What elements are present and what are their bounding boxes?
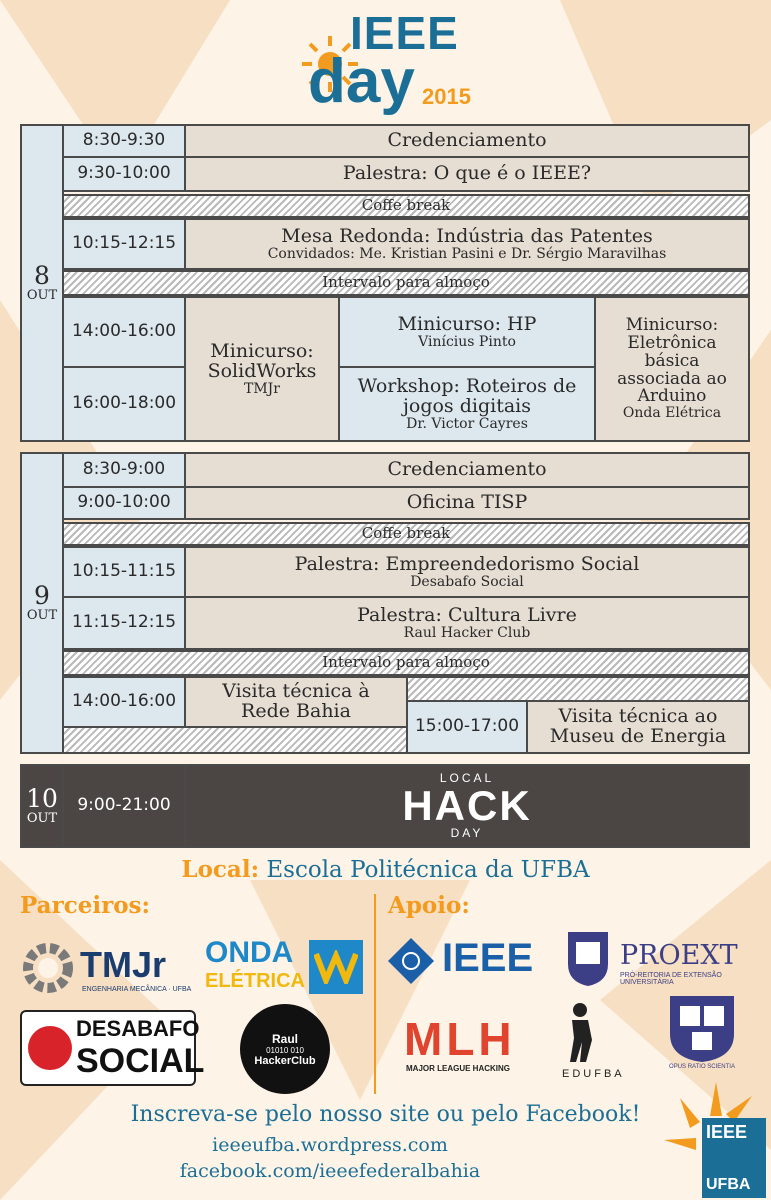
time-cell: 14:00-16:00 <box>62 676 186 728</box>
hack-bottom: DAY <box>450 826 484 840</box>
desabafo-logo <box>20 1010 205 1086</box>
time-cell: 9:00-21:00 <box>62 764 186 848</box>
time-cell: 14:00-16:00 <box>62 296 186 368</box>
cta-text: Inscreva-se pelo nosso site ou pelo Facebook! <box>130 1102 641 1127</box>
edufba-text: EDUFBA <box>562 1068 625 1080</box>
corner-ufba: UFBA <box>706 1176 751 1193</box>
raul-text: Raul <box>271 1031 298 1046</box>
tmj-subtitle: ENGENHARIA MECÂNICA · UFBA <box>82 986 192 993</box>
hackerclub-text: HackerClub <box>254 1054 316 1067</box>
event-subtitle: Desabafo Social <box>410 573 524 590</box>
event-cell <box>184 546 750 598</box>
tmj-logo <box>18 930 198 1000</box>
event-title: Credenciamento <box>184 452 750 488</box>
onda-logo <box>205 936 365 996</box>
desabafo-text: DESABAFO <box>76 1016 200 1041</box>
empty-slot <box>406 676 750 702</box>
time-cell: 11:15-12:15 <box>62 596 186 650</box>
event-title: Oficina TISP <box>184 486 750 520</box>
event-cell <box>338 296 596 368</box>
figure-icon <box>562 1000 612 1064</box>
ieee-diamond-icon <box>386 936 436 986</box>
mouth-icon <box>28 1026 72 1070</box>
event-cell <box>338 366 596 442</box>
hack-day-banner <box>184 764 750 848</box>
section-divider <box>374 894 376 1094</box>
mlh-text: MLH <box>404 1013 516 1065</box>
local-label: Local: <box>181 856 260 883</box>
hack-main: HACK <box>402 782 532 829</box>
time-cell: 16:00-18:00 <box>62 366 186 442</box>
event-title: Workshop: Roteiros de jogos digitais <box>357 374 577 417</box>
event-title: Mesa Redonda: Indústria das Patentes <box>281 224 653 247</box>
corner-ieee: IEEE <box>706 1122 748 1142</box>
event-title: Minicurso: HP <box>397 312 537 335</box>
raul-logo <box>240 1004 330 1094</box>
event-title: Credenciamento <box>184 124 750 158</box>
ieee-support-logo <box>386 934 550 988</box>
time-cell: 9:30-10:00 <box>62 156 186 192</box>
time-cell: 8:30-9:30 <box>62 124 186 158</box>
time-cell: 9:00-10:00 <box>62 486 186 520</box>
header-ieee: IEEE <box>350 7 459 59</box>
ieee-ufba-corner-logo <box>660 1078 771 1200</box>
crest-icon <box>666 994 738 1064</box>
proext-logo <box>564 926 758 992</box>
event-title: Palestra: Empreendedorismo Social <box>294 552 640 575</box>
support-heading: Apoio: <box>388 892 470 919</box>
lunch-break-row: Intervalo para almoço <box>62 650 750 676</box>
lunch-break-row: Intervalo para almoço <box>62 270 750 296</box>
day-month: OUT <box>26 288 58 303</box>
time-cell: 8:30-9:00 <box>62 452 186 488</box>
day-month: OUT <box>26 811 58 826</box>
day-9-label <box>20 452 64 754</box>
proext-subtitle: PRÓ-REITORIA DE EXTENSÃO UNIVERSITÁRIA <box>620 972 722 986</box>
day-month: OUT <box>26 608 58 623</box>
header-logo <box>300 6 490 116</box>
event-title: Visita técnica ao Museu de Energia <box>526 700 750 754</box>
day-number: 10 <box>26 784 58 813</box>
ieee-text: IEEE <box>442 936 534 980</box>
event-subtitle: Vinícius Pinto <box>418 333 516 350</box>
event-cell <box>594 296 750 442</box>
event-subtitle: Raul Hacker Club <box>403 624 531 641</box>
wave-icon <box>309 940 363 994</box>
day-number: 9 <box>34 581 50 610</box>
hack-top: LOCAL <box>439 771 495 786</box>
partners-heading: Parceiros: <box>20 892 150 919</box>
event-title: Minicurso: SolidWorks <box>207 339 317 382</box>
event-cell <box>184 218 750 270</box>
gear-icon <box>18 938 78 998</box>
mlh-logo <box>404 1013 532 1076</box>
mlh-subtitle: MAJOR LEAGUE HACKING <box>406 1064 511 1073</box>
event-subtitle: Onda Elétrica <box>622 405 722 422</box>
tmj-text: TMJr <box>80 944 167 985</box>
event-subtitle: Dr. Victor Cayres <box>406 415 528 432</box>
local-line <box>0 856 771 883</box>
day-8-label <box>20 124 64 442</box>
event-title: Minicurso: Eletrônica básica associada ao Arduino <box>617 315 727 407</box>
event-title: Palestra: O que é o IEEE? <box>184 156 750 192</box>
header-day: day <box>308 47 415 116</box>
opus-text: OPUS RATIO SCIENTIA <box>669 1064 735 1070</box>
header-year: 2015 <box>422 84 471 109</box>
ufba-crest-logo <box>666 994 738 1076</box>
proext-text: PROEXT <box>620 940 738 971</box>
edufba-logo <box>556 1000 646 1084</box>
event-subtitle: Convidados: Me. Kristian Pasini e Dr. Sérgio Maravilhas <box>267 245 667 262</box>
day-number: 8 <box>34 261 50 290</box>
site-link[interactable]: ieeeufba.wordpress.com <box>212 1134 448 1156</box>
ufba-shield-icon <box>564 928 612 988</box>
event-title: Visita técnica à Rede Bahia <box>184 676 408 728</box>
local-value: Escola Politécnica da UFBA <box>266 857 590 883</box>
event-title: Palestra: Cultura Livre <box>357 603 577 626</box>
empty-slot <box>62 726 408 754</box>
time-cell: 10:15-11:15 <box>62 546 186 598</box>
raul-bits: 01010 010 <box>266 1045 304 1055</box>
eletrica-text: ELÉTRICA <box>205 970 305 992</box>
coffee-break-row: Coffe break <box>62 522 750 546</box>
social-text: SOCIAL <box>76 1042 205 1080</box>
onda-text: ONDA <box>205 936 294 969</box>
time-cell: 15:00-17:00 <box>406 700 528 754</box>
event-cell <box>184 596 750 650</box>
event-subtitle: TMJr <box>244 380 280 397</box>
day-10-label <box>20 764 64 848</box>
event-cell <box>184 296 340 442</box>
coffee-break-row: Coffe break <box>62 194 750 218</box>
facebook-link[interactable]: facebook.com/ieeefederalbahia <box>179 1160 481 1182</box>
time-cell: 10:15-12:15 <box>62 218 186 270</box>
